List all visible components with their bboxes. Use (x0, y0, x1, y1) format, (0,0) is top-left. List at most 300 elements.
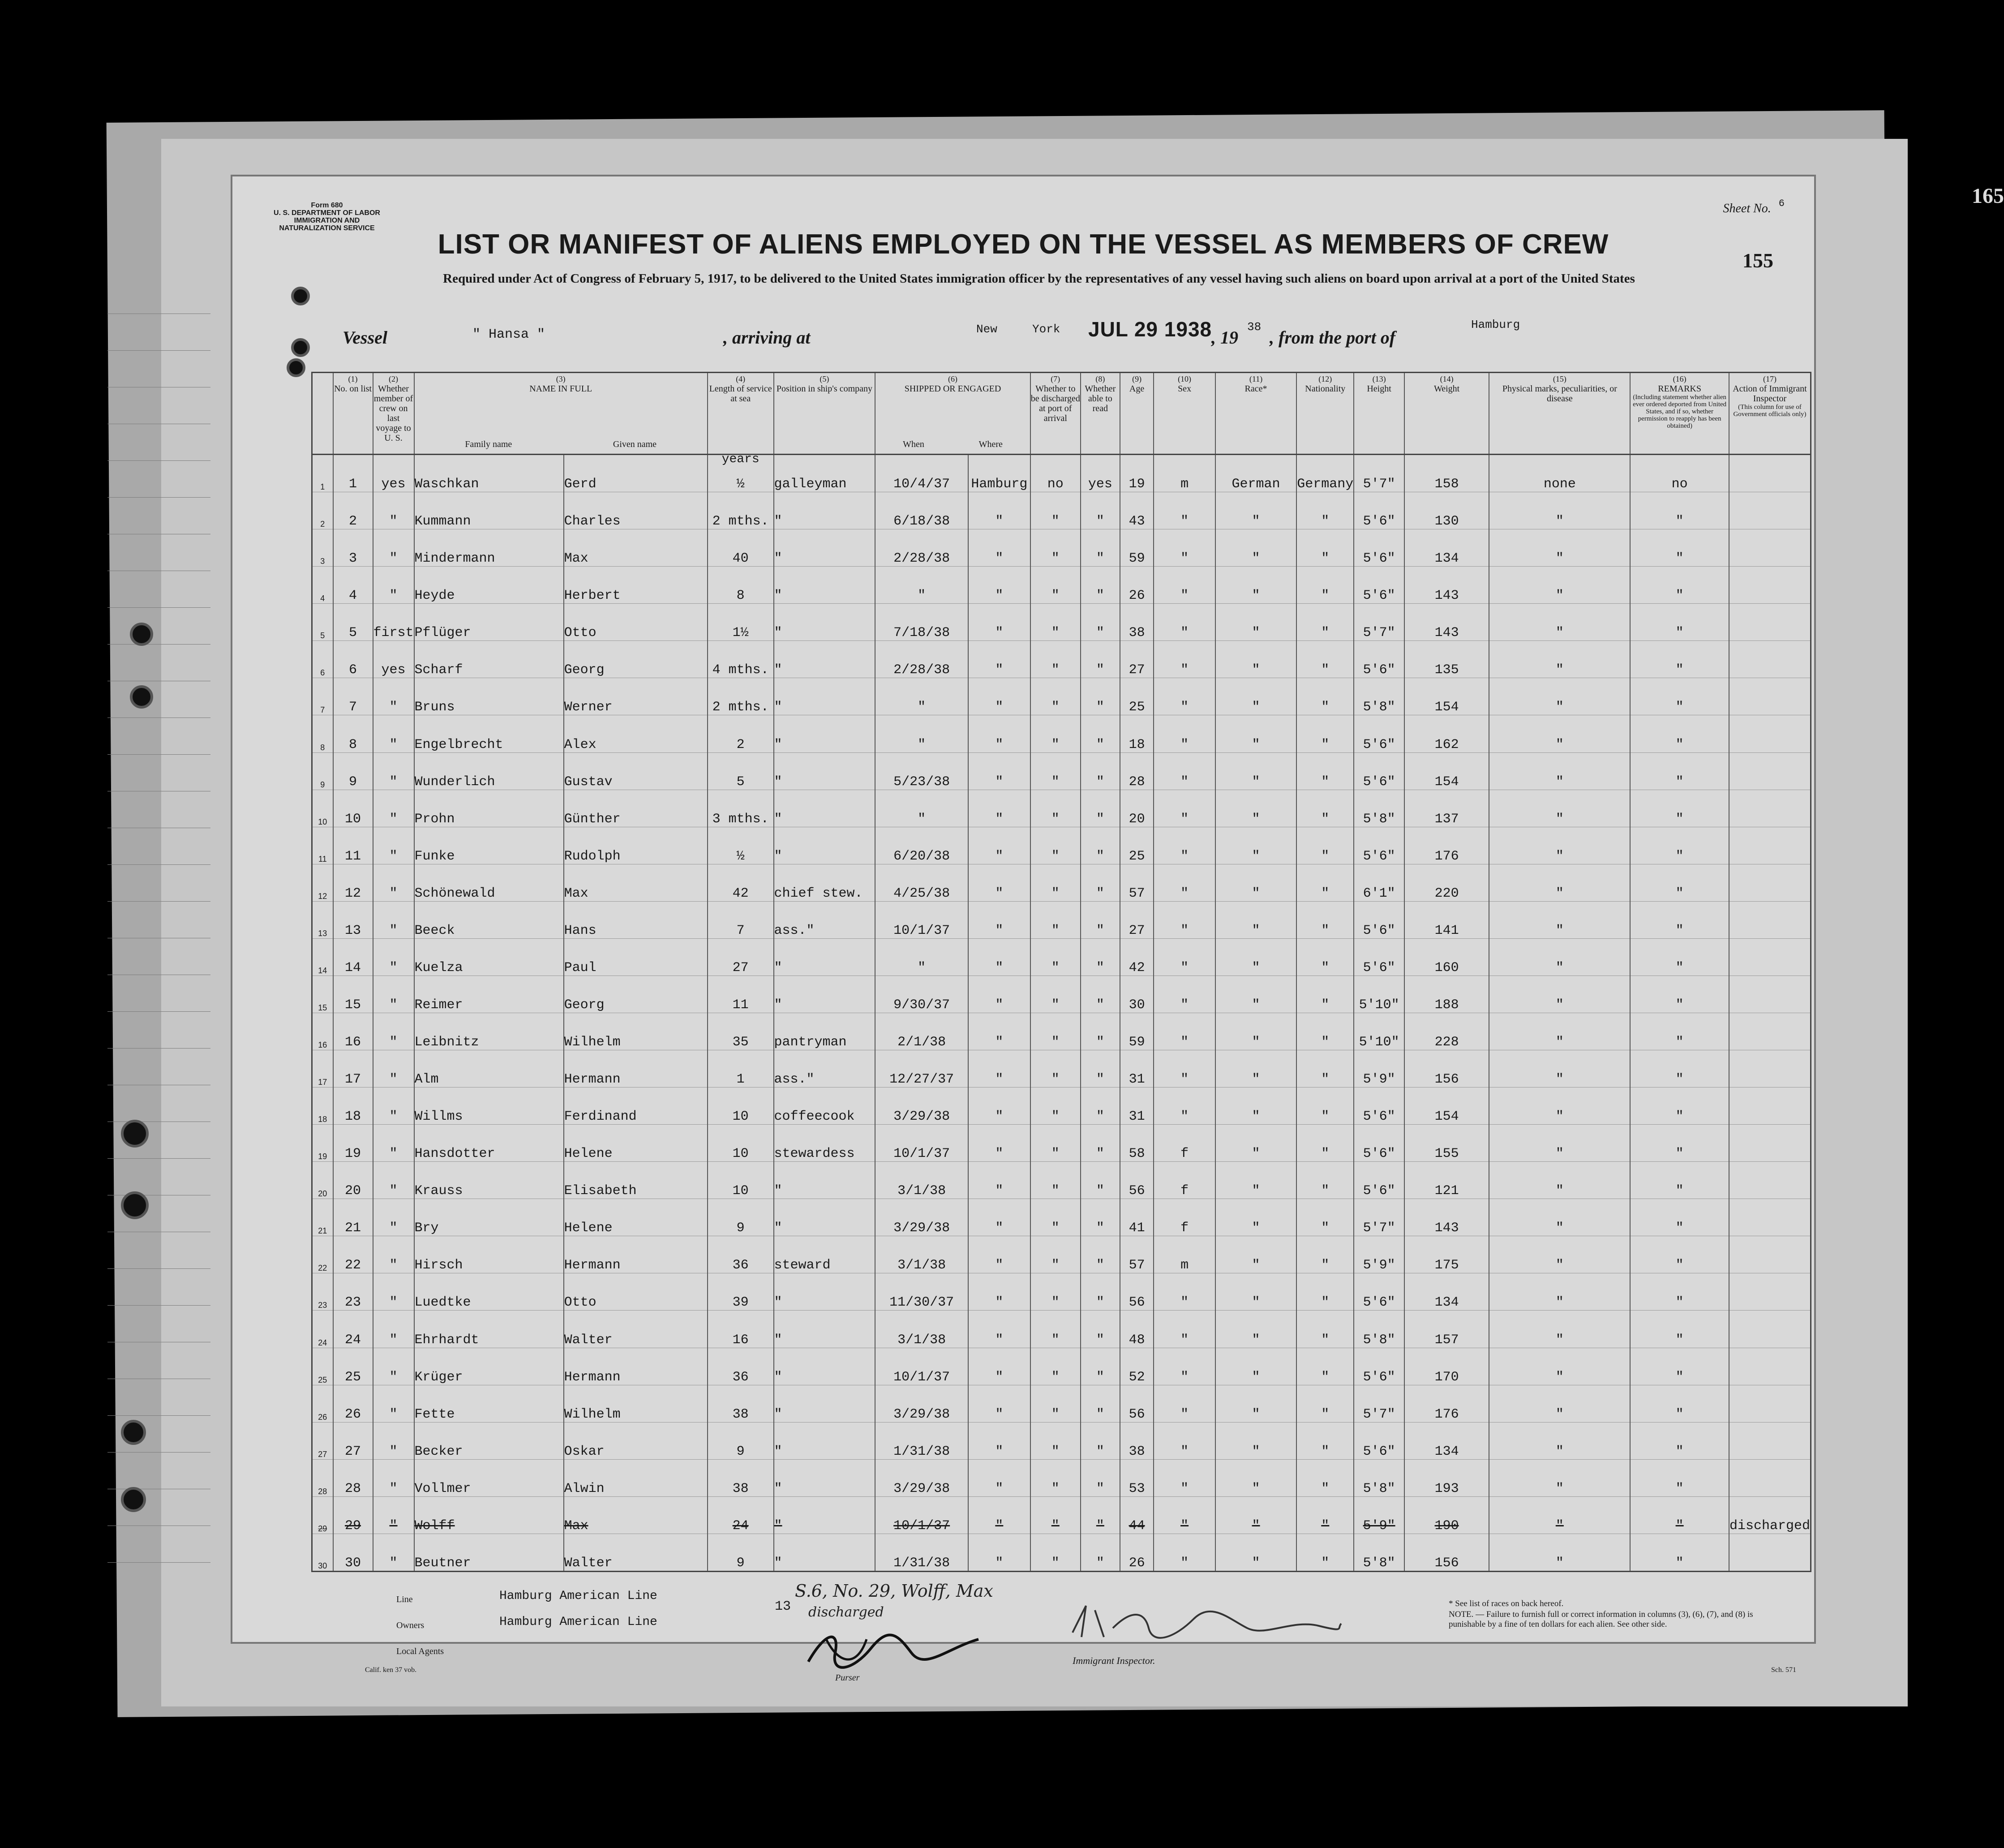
position: stewardess (774, 1125, 875, 1162)
remarks: " (1630, 678, 1729, 715)
sex: " (1154, 1050, 1215, 1087)
inspector-action (1729, 1348, 1811, 1385)
physical-marks: " (1489, 567, 1630, 604)
last-voyage: " (373, 1013, 414, 1050)
column-header-marks: (15) Physical marks, peculiarities, or disease (1489, 373, 1630, 455)
height: 5'6" (1354, 1162, 1404, 1199)
given-name: Elisabeth (564, 1162, 708, 1199)
able-to-read: " (1081, 641, 1120, 678)
given-name: Charles (564, 492, 708, 529)
able-to-read: " (1081, 1236, 1120, 1273)
discharged: " (1030, 715, 1081, 752)
physical-marks: " (1489, 1013, 1630, 1050)
row-number: 12 (333, 864, 373, 901)
race: German (1215, 455, 1296, 492)
height: 5'7" (1354, 1199, 1404, 1236)
sex: " (1154, 492, 1215, 529)
race: " (1215, 1385, 1296, 1422)
sex: " (1154, 715, 1215, 752)
table-row (312, 752, 1811, 790)
row-number: 21 (333, 1199, 373, 1236)
race: " (1215, 864, 1296, 901)
remarks: " (1630, 790, 1729, 827)
given-name-header: Given name (613, 439, 657, 449)
physical-marks: " (1489, 715, 1630, 752)
count-value: 13 (775, 1599, 791, 1614)
age: 53 (1120, 1459, 1154, 1496)
inspector-action (1729, 678, 1811, 715)
discharged: " (1030, 827, 1081, 864)
physical-marks: " (1489, 1050, 1630, 1087)
service-length: 1 (708, 1050, 774, 1087)
inspector-action (1729, 827, 1811, 864)
table-row (312, 1199, 1811, 1236)
ruling-line (107, 607, 210, 608)
height: 5'6" (1354, 901, 1404, 938)
last-voyage: yes (373, 641, 414, 678)
shipped-when: 4/25/38 (875, 864, 968, 901)
row-number: 24 (333, 1311, 373, 1348)
given-name: Alwin (564, 1459, 708, 1496)
sex: " (1154, 1422, 1215, 1459)
height: 5'6" (1354, 1087, 1404, 1125)
given-name: Rudolph (564, 827, 708, 864)
age: 27 (1120, 641, 1154, 678)
table-row (312, 604, 1811, 641)
nationality: " (1296, 1385, 1354, 1422)
row-margin: 21 (312, 1199, 333, 1236)
last-voyage: " (373, 529, 414, 567)
nationality: " (1296, 901, 1354, 938)
owners-label: Owners (396, 1620, 425, 1630)
position: ass." (774, 1050, 875, 1087)
remarks: no (1630, 455, 1729, 492)
ledger-strip (107, 314, 210, 1568)
height: 5'8" (1354, 790, 1404, 827)
inspector-action (1729, 1385, 1811, 1422)
remarks: " (1630, 752, 1729, 790)
shipped-where: " (968, 1050, 1030, 1087)
race: " (1215, 1087, 1296, 1125)
service-length: 27 (708, 938, 774, 976)
shipped-when: 11/30/37 (875, 1273, 968, 1311)
sex: " (1154, 1459, 1215, 1496)
able-to-read: " (1081, 1459, 1120, 1496)
race: " (1215, 976, 1296, 1013)
ruling-line (107, 497, 210, 498)
row-number: 7 (333, 678, 373, 715)
race: " (1215, 938, 1296, 976)
able-to-read: " (1081, 938, 1120, 976)
weight: 176 (1404, 1385, 1489, 1422)
table-row (312, 1087, 1811, 1125)
weight: 160 (1404, 938, 1489, 976)
height: 5'7" (1354, 455, 1404, 492)
ruling-line (107, 644, 210, 645)
row-margin: 28 (312, 1459, 333, 1496)
race: " (1215, 492, 1296, 529)
row-number: 28 (333, 1459, 373, 1496)
discharged: " (1030, 901, 1081, 938)
ruling-line (107, 460, 210, 461)
age: 57 (1120, 1236, 1154, 1273)
family-name: Prohn (414, 790, 564, 827)
shipped-when: 2/28/38 (875, 529, 968, 567)
sex: f (1154, 1162, 1215, 1199)
table-row (312, 567, 1811, 604)
sex: " (1154, 641, 1215, 678)
shipped-where: " (968, 678, 1030, 715)
sheet-label: Sheet No. (1723, 202, 1771, 215)
discharged: " (1030, 976, 1081, 1013)
age: 56 (1120, 1385, 1154, 1422)
given-name: Helene (564, 1125, 708, 1162)
shipped-where: " (968, 604, 1030, 641)
row-margin: 30 (312, 1534, 333, 1571)
row-number: 25 (333, 1348, 373, 1385)
sex: " (1154, 938, 1215, 976)
race: " (1215, 567, 1296, 604)
row-margin: 24 (312, 1311, 333, 1348)
table-row (312, 1496, 1811, 1534)
handwritten-discharged: discharged (808, 1604, 884, 1620)
physical-marks: " (1489, 641, 1630, 678)
family-name: Schönewald (414, 864, 564, 901)
discharged: no (1030, 455, 1081, 492)
position: " (774, 1534, 875, 1571)
row-margin: 20 (312, 1162, 333, 1199)
physical-marks: none (1489, 455, 1630, 492)
row-margin: 18 (312, 1087, 333, 1125)
age: 42 (1120, 938, 1154, 976)
row-margin: 13 (312, 901, 333, 938)
shipped-where: " (968, 864, 1030, 901)
sex: f (1154, 1199, 1215, 1236)
remarks: " (1630, 938, 1729, 976)
row-margin: 23 (312, 1273, 333, 1311)
ruling-line (107, 864, 210, 865)
service-length: 9 (708, 1199, 774, 1236)
service-length: 42 (708, 864, 774, 901)
table-row (312, 492, 1811, 529)
inspector-action (1729, 976, 1811, 1013)
last-voyage: " (373, 938, 414, 976)
inspector-action (1729, 1162, 1811, 1199)
given-name: Ferdinand (564, 1087, 708, 1125)
nationality: " (1296, 604, 1354, 641)
shipped-when: 3/29/38 (875, 1385, 968, 1422)
family-name: Bry (414, 1199, 564, 1236)
remarks: " (1630, 1236, 1729, 1273)
able-to-read: " (1081, 1273, 1120, 1311)
date-stamp: JUL 29 1938 (1088, 318, 1212, 341)
shipped-when: " (875, 790, 968, 827)
discharged: " (1030, 1348, 1081, 1385)
service-length: ½ years (708, 455, 774, 492)
physical-marks: " (1489, 1385, 1630, 1422)
sex: " (1154, 1496, 1215, 1534)
from-port-label: , from the port of (1270, 327, 1396, 348)
sex: " (1154, 567, 1215, 604)
service-length: 36 (708, 1348, 774, 1385)
remarks: " (1630, 1348, 1729, 1385)
discharged: " (1030, 678, 1081, 715)
row-number: 4 (333, 567, 373, 604)
punch-hole (291, 287, 310, 305)
shipped-when: 12/27/37 (875, 1050, 968, 1087)
discharged: " (1030, 790, 1081, 827)
age: 30 (1120, 976, 1154, 1013)
inspector-action (1729, 455, 1811, 492)
row-margin: 14 (312, 938, 333, 976)
shipped-where: " (968, 567, 1030, 604)
able-to-read: " (1081, 790, 1120, 827)
row-number: 1 (333, 455, 373, 492)
given-name: Hermann (564, 1348, 708, 1385)
height: 5'8" (1354, 1534, 1404, 1571)
family-name: Waschkan (414, 455, 564, 492)
weight: 156 (1404, 1050, 1489, 1087)
discharged: " (1030, 529, 1081, 567)
discharged: " (1030, 1162, 1081, 1199)
last-voyage: " (373, 567, 414, 604)
remarks: " (1630, 1311, 1729, 1348)
remarks: " (1630, 976, 1729, 1013)
last-voyage: " (373, 1199, 414, 1236)
height: 5'7" (1354, 604, 1404, 641)
height: 5'6" (1354, 752, 1404, 790)
last-voyage: first (373, 604, 414, 641)
sex: f (1154, 1125, 1215, 1162)
row-number: 18 (333, 1087, 373, 1125)
sex: " (1154, 976, 1215, 1013)
age: 26 (1120, 567, 1154, 604)
service-length: 38 (708, 1459, 774, 1496)
row-number: 22 (333, 1236, 373, 1273)
family-name: Kuelza (414, 938, 564, 976)
weight: 176 (1404, 827, 1489, 864)
family-name: Krüger (414, 1348, 564, 1385)
row-number: 19 (333, 1125, 373, 1162)
service-length: 9 (708, 1422, 774, 1459)
physical-marks: " (1489, 1273, 1630, 1311)
nationality: " (1296, 1087, 1354, 1125)
inspector-action: discharged (1729, 1496, 1811, 1534)
shipped-where: " (968, 976, 1030, 1013)
able-to-read: " (1081, 1422, 1120, 1459)
inspector-action (1729, 1422, 1811, 1459)
race: " (1215, 1534, 1296, 1571)
inspector-action (1729, 1050, 1811, 1087)
shipped-when: 2/1/38 (875, 1013, 968, 1050)
last-voyage: " (373, 678, 414, 715)
last-voyage: " (373, 1459, 414, 1496)
age: 43 (1120, 492, 1154, 529)
height: 5'8" (1354, 1459, 1404, 1496)
shipped-when: 1/31/38 (875, 1422, 968, 1459)
family-name: Wunderlich (414, 752, 564, 790)
table-row (312, 1534, 1811, 1571)
page-title: LIST OR MANIFEST OF ALIENS EMPLOYED ON THE VESSEL AS MEMBERS OF CREW (438, 229, 1609, 260)
table-row (312, 1050, 1811, 1087)
position: " (774, 752, 875, 790)
race: " (1215, 752, 1296, 790)
age: 20 (1120, 790, 1154, 827)
discharged: " (1030, 1422, 1081, 1459)
shipped-where: " (968, 1385, 1030, 1422)
given-name: Hermann (564, 1050, 708, 1087)
given-name: Wilhelm (564, 1013, 708, 1050)
row-margin: 15 (312, 976, 333, 1013)
column-header-weight: (14) Weight (1404, 373, 1489, 455)
table-row (312, 1348, 1811, 1385)
row-number: 6 (333, 641, 373, 678)
discharged: " (1030, 864, 1081, 901)
position: " (774, 567, 875, 604)
position: " (774, 1496, 875, 1534)
race: " (1215, 641, 1296, 678)
column-header-no: (1) No. on list (333, 373, 373, 455)
position: " (774, 1162, 875, 1199)
service-length: 40 (708, 529, 774, 567)
service-length: 16 (708, 1311, 774, 1348)
nationality: " (1296, 938, 1354, 976)
age: 38 (1120, 604, 1154, 641)
weight: 193 (1404, 1459, 1489, 1496)
row-margin: 4 (312, 567, 333, 604)
height: 5'9" (1354, 1050, 1404, 1087)
physical-marks: " (1489, 1199, 1630, 1236)
row-margin: 29 (312, 1496, 333, 1534)
ruling-line (107, 901, 210, 902)
position: ass." (774, 901, 875, 938)
discharged: " (1030, 567, 1081, 604)
family-name: Krauss (414, 1162, 564, 1199)
column-header-read: (8) Whether able to read (1081, 373, 1120, 455)
last-voyage: " (373, 1348, 414, 1385)
last-voyage: " (373, 1162, 414, 1199)
shipped-where: " (968, 752, 1030, 790)
sex: " (1154, 901, 1215, 938)
discharged: " (1030, 1459, 1081, 1496)
row-number: 15 (333, 976, 373, 1013)
table-row (312, 790, 1811, 827)
last-voyage: " (373, 864, 414, 901)
age: 28 (1120, 752, 1154, 790)
owners-value: Hamburg American Line (499, 1615, 657, 1629)
shipped-where: " (968, 715, 1030, 752)
position: " (774, 678, 875, 715)
shipped-when: 3/1/38 (875, 1311, 968, 1348)
shipped-when: 10/1/37 (875, 1125, 968, 1162)
shipped-where: " (968, 790, 1030, 827)
weight: 134 (1404, 1422, 1489, 1459)
row-number: 8 (333, 715, 373, 752)
service-length: 10 (708, 1125, 774, 1162)
physical-marks: " (1489, 1311, 1630, 1348)
sex: " (1154, 827, 1215, 864)
last-voyage: " (373, 1385, 414, 1422)
nationality: " (1296, 1013, 1354, 1050)
able-to-read: " (1081, 1087, 1120, 1125)
print-code: Calif. ken 37 vob. (365, 1666, 417, 1674)
ruling-line (107, 350, 210, 351)
years-label: years (721, 452, 760, 466)
given-name: Helene (564, 1199, 708, 1236)
shipped-where: " (968, 1534, 1030, 1571)
age: 56 (1120, 1162, 1154, 1199)
age: 52 (1120, 1348, 1154, 1385)
family-name: Mindermann (414, 529, 564, 567)
discharged: " (1030, 1385, 1081, 1422)
column-header-height: (13) Height (1354, 373, 1404, 455)
inspector-action (1729, 715, 1811, 752)
penalty-note: NOTE. — Failure to furnish full or correct information in columns (3), (6), (7), and (8) is punishable by a fine of ten dollars for each alien. See other side. (1449, 1610, 1753, 1629)
service-length: 24 (708, 1496, 774, 1534)
table-row (312, 1459, 1811, 1496)
height: 5'6" (1354, 492, 1404, 529)
able-to-read: " (1081, 1125, 1120, 1162)
column-header-nationality: (12) Nationality (1296, 373, 1354, 455)
discharged: " (1030, 1199, 1081, 1236)
weight: 143 (1404, 567, 1489, 604)
sheet-no (1723, 198, 1785, 216)
inspector-signature (1068, 1601, 1346, 1646)
sheet-number-stamp: 155 (1742, 249, 1773, 272)
shipped-where: " (968, 938, 1030, 976)
shipped-when: 2/28/38 (875, 641, 968, 678)
shipped-where: " (968, 1125, 1030, 1162)
nationality: " (1296, 976, 1354, 1013)
given-name: Walter (564, 1534, 708, 1571)
service-length: 5 (708, 752, 774, 790)
position: " (774, 1348, 875, 1385)
nationality: Germany (1296, 455, 1354, 492)
nationality: " (1296, 864, 1354, 901)
nationality: " (1296, 492, 1354, 529)
last-voyage: " (373, 1273, 414, 1311)
service-length: 38 (708, 1385, 774, 1422)
sex: " (1154, 1348, 1215, 1385)
height: 5'6" (1354, 1348, 1404, 1385)
able-to-read: " (1081, 1348, 1120, 1385)
given-name: Otto (564, 1273, 708, 1311)
weight: 134 (1404, 529, 1489, 567)
inspector-action (1729, 529, 1811, 567)
discharged: " (1030, 1087, 1081, 1125)
nationality: " (1296, 1496, 1354, 1534)
race: " (1215, 1311, 1296, 1348)
given-name: Oskar (564, 1422, 708, 1459)
vessel-label: Vessel (343, 327, 387, 348)
height: 5'6" (1354, 641, 1404, 678)
race: " (1215, 604, 1296, 641)
row-number: 9 (333, 752, 373, 790)
age: 41 (1120, 1199, 1154, 1236)
nationality: " (1296, 1125, 1354, 1162)
last-voyage: " (373, 1534, 414, 1571)
height: 5'8" (1354, 1311, 1404, 1348)
shipped-when: " (875, 567, 968, 604)
able-to-read: " (1081, 529, 1120, 567)
punch-hole (121, 1191, 149, 1219)
able-to-read: " (1081, 1534, 1120, 1571)
row-margin: 26 (312, 1385, 333, 1422)
table-row (312, 1236, 1811, 1273)
nationality: " (1296, 1422, 1354, 1459)
remarks: " (1630, 529, 1729, 567)
discharged: " (1030, 1311, 1081, 1348)
